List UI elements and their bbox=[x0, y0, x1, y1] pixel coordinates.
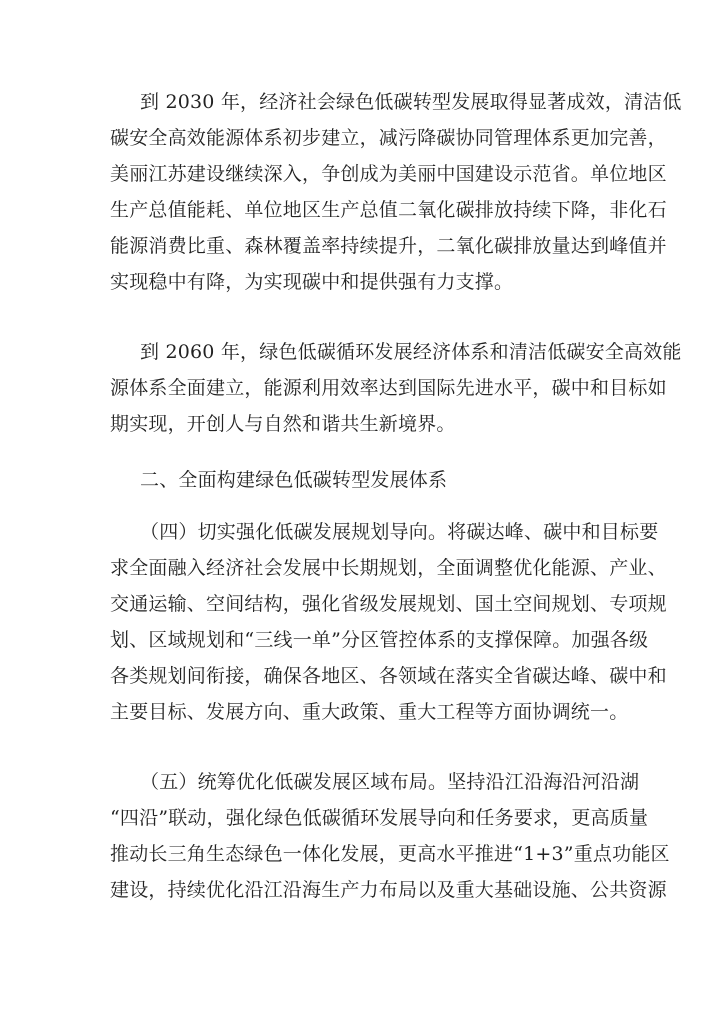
paragraph-item-4 bbox=[110, 514, 667, 730]
paragraph-2060 bbox=[110, 334, 682, 442]
text-line: 交通运输、空间结构，强化省级发展规划、国土空间规划、专项规 bbox=[110, 593, 667, 615]
text-line: （五）统筹优化低碳发展区域布局。坚持沿江沿海沿河沿湖 bbox=[140, 771, 640, 793]
text-line: 到 2030 年，经济社会绿色低碳转型发展取得显著成效，清洁低 bbox=[140, 91, 682, 113]
text-line: 碳安全高效能源体系初步建立，减污降碳协同管理体系更加完善， bbox=[110, 127, 667, 149]
text-line: 主要目标、发展方向、重大政策、重大工程等方面协调统一。 bbox=[110, 701, 629, 723]
text-line: 美丽江苏建设继续深入，争创成为美丽中国建设示范省。单位地区 bbox=[110, 163, 667, 185]
text-line: 划、区域规划和“三线一单”分区管控体系的支撑保障。加强各级 bbox=[110, 629, 649, 651]
text-line: 生产总值能耗、单位地区生产总值二氧化碳排放持续下降，非化石 bbox=[110, 199, 667, 221]
text-line: 能源消费比重、森林覆盖率持续提升，二氧化碳排放量达到峰值并 bbox=[110, 235, 667, 257]
text-line: （四）切实强化低碳发展规划导向。将碳达峰、碳中和目标要 bbox=[140, 521, 659, 543]
text-line: 求全面融入经济社会发展中长期规划，全面调整优化能源、产业、 bbox=[110, 557, 667, 579]
section-heading bbox=[110, 462, 620, 498]
text-line: “四沿”联动，强化绿色低碳循环发展导向和任务要求，更高质量 bbox=[110, 807, 649, 829]
text-line: 实现稳中有降，为实现碳中和提供强有力支撑。 bbox=[110, 271, 514, 293]
section-title: 二、全面构建绿色低碳转型发展体系 bbox=[140, 469, 448, 491]
text-line: 期实现，开创人与自然和谐共生新境界。 bbox=[110, 413, 456, 435]
paragraph-2030 bbox=[110, 84, 682, 300]
text-line: 到 2060 年，绿色低碳循环发展经济体系和清洁低碳安全高效能 bbox=[140, 341, 682, 363]
paragraph-item-5 bbox=[110, 764, 670, 908]
text-line: 源体系全面建立，能源利用效率达到国际先进水平，碳中和目标如 bbox=[110, 377, 667, 399]
text-line: 建设，持续优化沿江沿海生产力布局以及重大基础设施、公共资源 bbox=[110, 879, 667, 901]
text-line: 推动长三角生态绿色一体化发展，更高水平推进“1+3”重点功能区 bbox=[110, 843, 670, 865]
text-line: 各类规划间衔接，确保各地区、各领域在落实全省碳达峰、碳中和 bbox=[110, 665, 667, 687]
